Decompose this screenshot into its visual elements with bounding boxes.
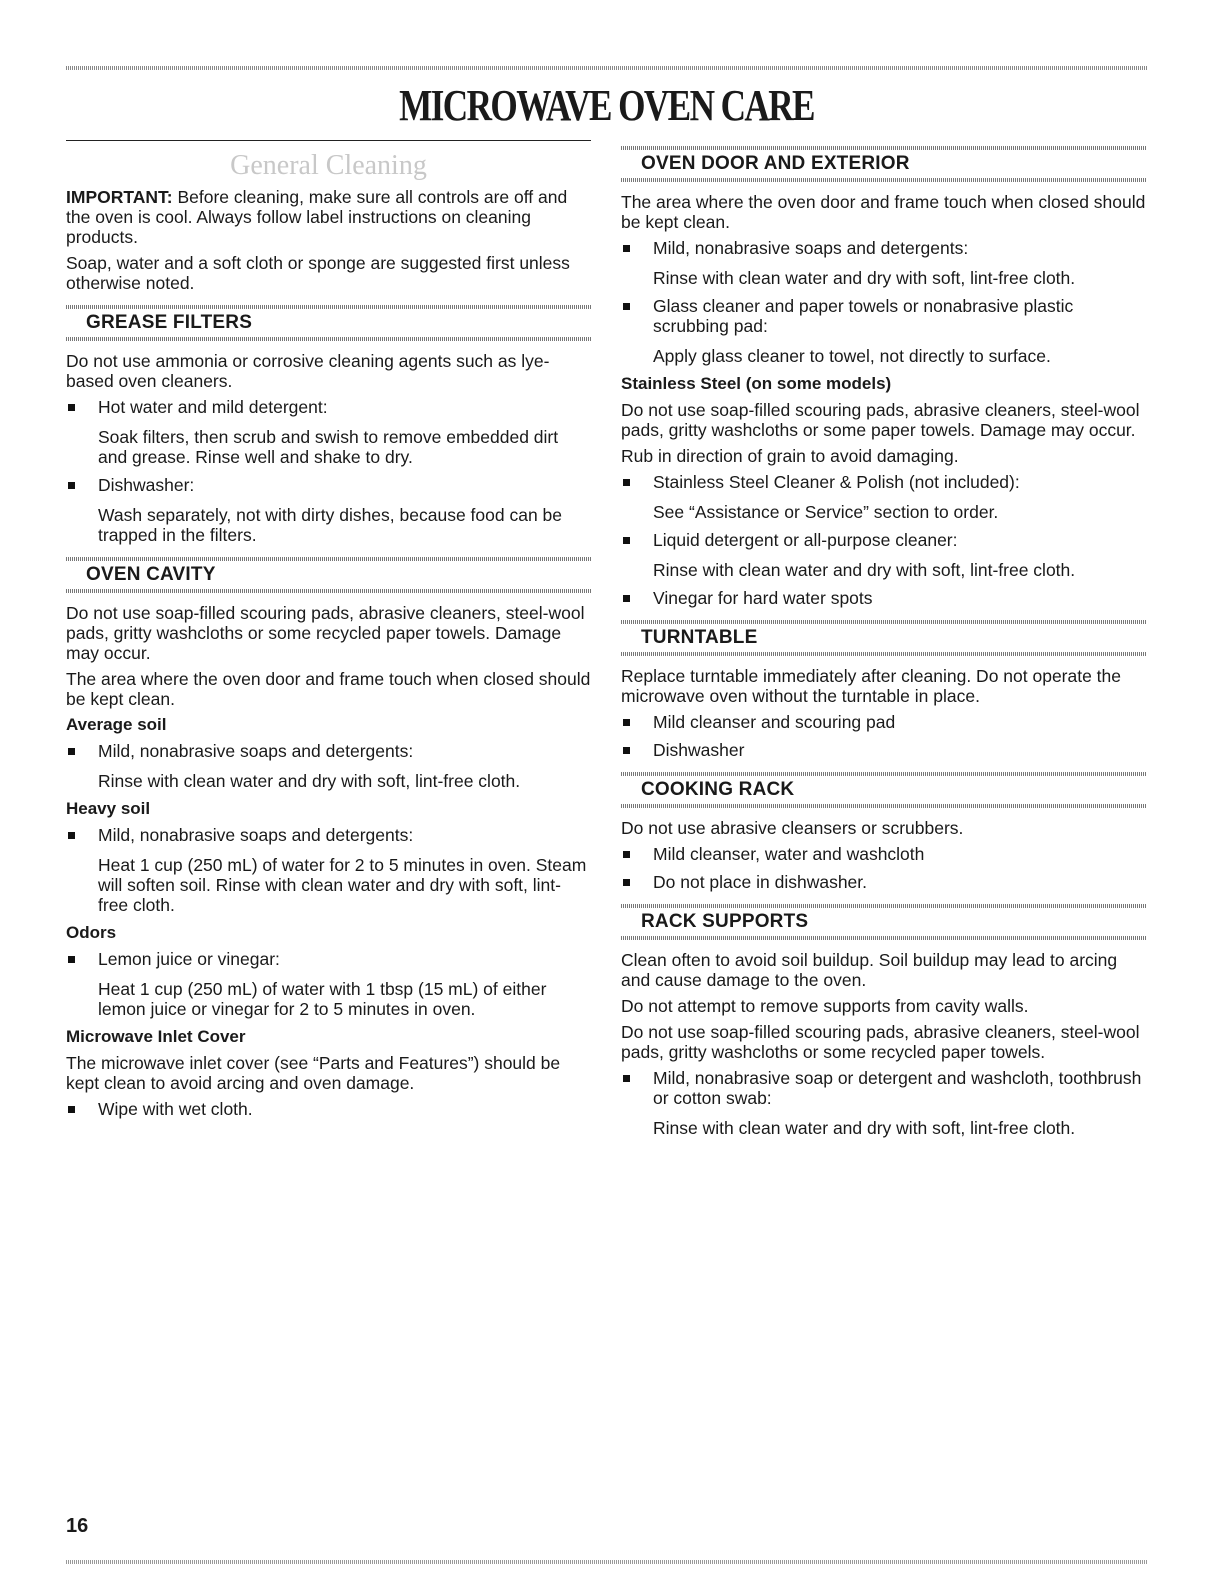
item-detail: Heat 1 cup (250 mL) of water for 2 to 5 minutes in oven. Steam will soften soil. Rinse with clean water and dry with soft, lint-free cloth. (98, 855, 587, 915)
list-item (621, 530, 1147, 580)
grease-filters-intro: Do not use ammonia or corrosive cleaning agents such as lye-based oven cleaners. (66, 351, 550, 391)
general-cleaning-heading: General Cleaning (230, 150, 427, 181)
list-item (621, 872, 1147, 892)
odors-list (66, 949, 591, 1019)
list-item (66, 949, 591, 1019)
right-column (621, 140, 1147, 1146)
turntable-heading: TURNTABLE (641, 627, 758, 648)
important-paragraph (66, 187, 591, 247)
grease-filters-heading: GREASE FILTERS (86, 312, 253, 333)
odors-label: Odors (66, 923, 117, 942)
door-exterior-heading: OVEN DOOR AND EXTERIOR (641, 153, 910, 174)
bullet-icon (623, 303, 630, 310)
general-intro: Soap, water and a soft cloth or sponge are suggested first unless otherwise noted. (66, 253, 570, 293)
turntable-section (621, 620, 1147, 760)
bullet-icon (68, 404, 75, 411)
left-column (66, 140, 591, 1127)
oven-cavity-p2: The area where the oven door and frame touch when closed should be kept clean. (66, 669, 591, 709)
bullet-icon (623, 1075, 630, 1082)
left-top-rule (66, 140, 591, 141)
item-label: Liquid detergent or all-purpose cleaner: (653, 530, 958, 550)
bullet-icon (623, 595, 630, 602)
bullet-icon (623, 479, 630, 486)
list-item (66, 397, 591, 467)
bullet-icon (623, 719, 630, 726)
stainless-p2: Rub in direction of grain to avoid damaging. (621, 446, 959, 466)
list-item (621, 740, 1147, 760)
list-item (621, 238, 1147, 288)
page-number: 16 (66, 1515, 89, 1537)
important-label: IMPORTANT: (66, 187, 173, 207)
stainless-p1: Do not use soap-filled scouring pads, abrasive cleaners, steel-wool pads, gritty washcloths or some paper towels. Damage may occur. (621, 400, 1140, 440)
inlet-cover-label: Microwave Inlet Cover (66, 1027, 246, 1046)
rack-supports-section (621, 904, 1147, 1138)
oven-cavity-section (66, 557, 591, 1119)
oven-cavity-header (66, 557, 591, 593)
item-label: Mild, nonabrasive soaps and detergents: (98, 825, 414, 845)
grease-filters-list (66, 397, 591, 545)
important-text: Before cleaning, make sure all controls are off and the oven is cool. Always follow label instructions on cleaning products. (66, 187, 568, 247)
item-label: Lemon juice or vinegar: (98, 949, 280, 969)
door-exterior-header (621, 146, 1147, 182)
item-label: Do not place in dishwasher. (653, 872, 868, 892)
heavy-soil-list (66, 825, 591, 915)
door-exterior-intro: The area where the oven door and frame touch when closed should be kept clean. (621, 192, 1146, 232)
list-item (66, 475, 591, 545)
bullet-icon (623, 851, 630, 858)
cooking-rack-intro: Do not use abrasive cleansers or scrubbers. (621, 818, 964, 838)
door-exterior-list (621, 238, 1147, 366)
bullet-icon (623, 537, 630, 544)
item-detail: Rinse with clean water and dry with soft, lint-free cloth. (653, 268, 1076, 288)
turntable-intro: Replace turntable immediately after cleaning. Do not operate the microwave oven without the turntable in place. (621, 666, 1122, 706)
bullet-icon (623, 747, 630, 754)
list-item (66, 741, 591, 791)
grease-filters-section (66, 305, 591, 545)
grease-filters-header (66, 305, 591, 341)
item-detail: Apply glass cleaner to towel, not directly to surface. (653, 346, 1051, 366)
item-label: Mild, nonabrasive soaps and detergents: (653, 238, 969, 258)
rack-supports-list (621, 1068, 1147, 1138)
rack-supports-heading: RACK SUPPORTS (641, 911, 809, 932)
list-item (66, 825, 591, 915)
item-detail: Rinse with clean water and dry with soft, lint-free cloth. (653, 1118, 1076, 1138)
item-label: Mild cleanser and scouring pad (653, 712, 896, 732)
bullet-icon (623, 245, 630, 252)
list-item (621, 296, 1147, 366)
oven-cavity-p1: Do not use soap-filled scouring pads, abrasive cleaners, steel-wool pads, gritty washcloths or some recycled paper towels. Damage may occur. (66, 603, 585, 663)
turntable-list (621, 712, 1147, 760)
bullet-icon (623, 879, 630, 886)
list-item (621, 712, 1147, 732)
item-detail: Rinse with clean water and dry with soft, lint-free cloth. (653, 560, 1076, 580)
oven-cavity-heading: OVEN CAVITY (86, 564, 216, 585)
page-title: MICROWAVE OVEN CARE (399, 81, 814, 130)
top-hatch-rule (66, 66, 1148, 70)
average-soil-label: Average soil (66, 715, 167, 734)
item-detail: Wash separately, not with dirty dishes, because food can be trapped in the filters. (98, 505, 563, 545)
bullet-icon (68, 1106, 75, 1113)
average-soil-list (66, 741, 591, 791)
rack-supports-p1: Clean often to avoid soil buildup. Soil buildup may lead to arcing and cause damage to the oven. (621, 950, 1118, 990)
item-label: Hot water and mild detergent: (98, 397, 328, 417)
list-item (66, 1099, 591, 1119)
item-detail: Rinse with clean water and dry with soft, lint-free cloth. (98, 771, 521, 791)
item-detail: Heat 1 cup (250 mL) of water with 1 tbsp (15 mL) of either lemon juice or vinegar for 2 to 5 minutes in oven. (98, 979, 547, 1019)
rack-supports-p3: Do not use soap-filled scouring pads, abrasive cleaners, steel-wool pads, gritty washcloths or some recycled paper towels. (621, 1022, 1140, 1062)
item-label: Mild, nonabrasive soap or detergent and washcloth, toothbrush or cotton swab: (653, 1068, 1142, 1108)
door-exterior-section (621, 146, 1147, 608)
bullet-icon (68, 482, 75, 489)
bottom-hatch-rule (66, 1560, 1148, 1564)
item-detail: See “Assistance or Service” section to order. (653, 502, 999, 522)
item-label: Mild cleanser, water and washcloth (653, 844, 925, 864)
cooking-rack-section (621, 772, 1147, 892)
rack-supports-header (621, 904, 1147, 940)
inlet-cover-list (66, 1099, 591, 1119)
bullet-icon (68, 956, 75, 963)
item-label: Mild, nonabrasive soaps and detergents: (98, 741, 414, 761)
bullet-icon (68, 748, 75, 755)
bullet-icon (68, 832, 75, 839)
item-label: Dishwasher (653, 740, 745, 760)
item-label: Glass cleaner and paper towels or nonabrasive plastic scrubbing pad: (653, 296, 1074, 336)
inlet-cover-text: The microwave inlet cover (see “Parts and Features”) should be kept clean to avoid arcing and oven damage. (66, 1053, 561, 1093)
item-detail: Soak filters, then scrub and swish to remove embedded dirt and grease. Rinse well and shake to dry. (98, 427, 559, 467)
list-item (621, 1068, 1147, 1138)
stainless-list (621, 472, 1147, 608)
list-item (621, 472, 1147, 522)
list-item (621, 844, 1147, 864)
list-item (621, 588, 1147, 608)
stainless-label: Stainless Steel (on some models) (621, 374, 892, 393)
cooking-rack-heading: COOKING RACK (641, 779, 795, 800)
cooking-rack-header (621, 772, 1147, 808)
item-label: Wipe with wet cloth. (98, 1099, 253, 1119)
item-label: Dishwasher: (98, 475, 195, 495)
turntable-header (621, 620, 1147, 656)
cooking-rack-list (621, 844, 1147, 892)
item-label: Vinegar for hard water spots (653, 588, 873, 608)
heavy-soil-label: Heavy soil (66, 799, 151, 818)
item-label: Stainless Steel Cleaner & Polish (not included): (653, 472, 1020, 492)
rack-supports-p2: Do not attempt to remove supports from cavity walls. (621, 996, 1029, 1016)
